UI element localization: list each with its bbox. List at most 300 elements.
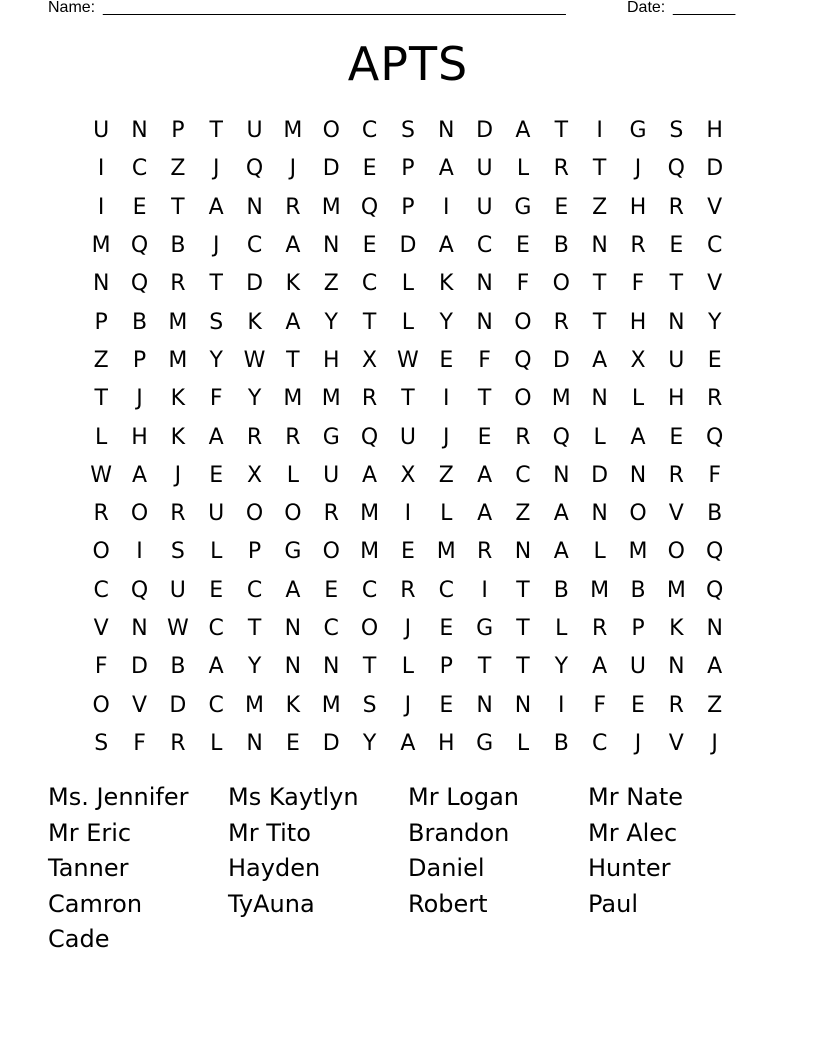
grid-cell: P xyxy=(439,654,453,680)
grid-cell: P xyxy=(94,309,108,335)
page-title: APTS xyxy=(347,37,469,91)
grid-cell: D xyxy=(476,118,494,144)
grid-cell: N xyxy=(323,233,340,259)
grid-cell: L xyxy=(401,309,415,335)
grid-cell: Y xyxy=(439,309,453,335)
grid-cell: J xyxy=(136,386,143,412)
grid-cell: N xyxy=(668,309,685,335)
grid-cell: W xyxy=(90,462,113,488)
grid-cell: M xyxy=(283,386,303,412)
grid-cell: R xyxy=(285,424,301,450)
grid-cell: N xyxy=(323,654,340,680)
grid-cell: P xyxy=(401,156,415,182)
grid-cell: R xyxy=(285,194,301,220)
grid-cell: T xyxy=(171,194,185,220)
grid-cell: T xyxy=(516,577,530,603)
grid-cell: T xyxy=(516,654,530,680)
grid-cell: O xyxy=(130,501,149,527)
grid-cell: W xyxy=(397,347,419,373)
word-list-item: Daniel xyxy=(408,854,485,883)
grid-cell: R xyxy=(668,462,684,488)
grid-cell: A xyxy=(592,654,608,680)
grid-cell: E xyxy=(439,616,454,641)
grid-cell: D xyxy=(591,462,609,488)
grid-row xyxy=(82,265,734,303)
grid-cell: H xyxy=(706,118,723,144)
grid-cell: P xyxy=(132,347,147,373)
grid-cell: N xyxy=(514,692,532,718)
grid-cell: D xyxy=(322,730,340,756)
grid-cell: M xyxy=(360,539,380,565)
grid-cell: C xyxy=(361,271,378,297)
grid-cell: I xyxy=(97,194,105,220)
grid-row xyxy=(82,303,734,341)
grid-cell: R xyxy=(553,309,569,335)
grid-cell: L xyxy=(286,462,300,488)
grid-cell: F xyxy=(516,271,530,297)
grid-cell: K xyxy=(170,386,186,412)
grid-cell: N xyxy=(706,616,723,641)
grid-cell: O xyxy=(322,539,340,565)
grid-cell: Q xyxy=(706,424,724,450)
grid-cell: L xyxy=(555,616,568,641)
grid-cell: M xyxy=(168,347,188,373)
grid-cell: G xyxy=(629,118,647,144)
word-list-item: Camron xyxy=(48,889,143,918)
grid-cell: H xyxy=(668,386,685,412)
grid-cell: M xyxy=(168,309,188,335)
grid-cell: J xyxy=(634,730,642,756)
grid-cell: V xyxy=(131,692,148,718)
grid-cell: E xyxy=(554,194,569,220)
grid-cell: H xyxy=(322,347,340,373)
grid-cell: O xyxy=(92,539,110,565)
grid-cell: R xyxy=(93,501,109,527)
grid-cell: N xyxy=(591,501,608,527)
grid-cell: B xyxy=(553,233,569,259)
word-list-item: Robert xyxy=(408,889,488,918)
grid-cell: U xyxy=(323,462,340,488)
grid-cell: V xyxy=(707,194,723,220)
word-list-item: Cade xyxy=(48,925,110,954)
grid-cell: O xyxy=(629,501,647,527)
grid-cell: B xyxy=(553,730,569,756)
grid-cell: N xyxy=(591,233,608,259)
grid-cell: N xyxy=(514,539,532,565)
grid-cell: M xyxy=(628,539,648,565)
grid-cell: O xyxy=(322,118,340,144)
grid-cell: A xyxy=(707,654,723,680)
grid-cell: M xyxy=(436,539,456,565)
grid-cell: C xyxy=(246,233,263,259)
grid-cell: P xyxy=(631,616,645,641)
word-list-item: Mr Alec xyxy=(588,818,678,847)
grid-cell: L xyxy=(95,424,108,450)
grid-cell: Y xyxy=(247,654,262,680)
grid-cell: L xyxy=(631,386,645,412)
word-list-item: Hunter xyxy=(588,854,671,883)
grid-cell: M xyxy=(590,577,610,603)
grid-cell: J xyxy=(404,616,412,641)
name-blank: ____________________________________________________ xyxy=(103,0,566,16)
grid-cell: A xyxy=(553,539,569,565)
grid-cell: I xyxy=(481,577,488,603)
grid-cell: J xyxy=(443,424,450,450)
grid-cell: K xyxy=(439,271,454,297)
grid-cell: F xyxy=(478,347,491,373)
word-list-item: Ms Kaytlyn xyxy=(228,783,359,811)
grid-cell: L xyxy=(210,730,223,756)
date-label: Date: xyxy=(627,0,666,16)
grid-cell: E xyxy=(362,156,377,182)
grid-cell: C xyxy=(361,577,378,603)
grid-cell: U xyxy=(169,577,186,603)
grid-cell: V xyxy=(668,501,684,527)
grid-cell: A xyxy=(285,577,301,603)
grid-cell: J xyxy=(174,462,182,488)
grid-cell: N xyxy=(476,692,493,718)
word-list-item: Mr Nate xyxy=(588,783,684,811)
grid-cell: I xyxy=(558,692,565,718)
grid-cell: L xyxy=(210,539,223,565)
grid-cell: S xyxy=(400,118,415,144)
grid-cell: N xyxy=(668,654,685,680)
grid-cell: T xyxy=(362,309,377,335)
grid-cell: N xyxy=(246,194,263,220)
grid-cell: Z xyxy=(707,692,723,718)
grid-cell: D xyxy=(706,156,724,182)
grid-cell: G xyxy=(514,194,532,220)
grid-cell: R xyxy=(476,539,493,565)
grid-cell: H xyxy=(629,309,647,335)
grid-cell: Y xyxy=(247,386,262,412)
grid-cell: T xyxy=(286,347,300,373)
grid-cell: B xyxy=(170,233,186,259)
grid-cell: A xyxy=(438,156,454,182)
grid-cell: N xyxy=(131,616,148,641)
grid-cell: C xyxy=(246,577,263,603)
grid-cell: R xyxy=(170,271,186,297)
grid-cell: Z xyxy=(323,271,339,297)
grid-cell: L xyxy=(593,539,606,565)
grid-cell: S xyxy=(94,730,109,756)
letter-grid xyxy=(82,112,734,763)
grid-cell: A xyxy=(515,118,531,144)
word-list-item: Mr Eric xyxy=(48,818,132,847)
grid-cell: L xyxy=(401,271,415,297)
grid-cell: U xyxy=(629,654,647,680)
grid-cell: N xyxy=(284,616,302,641)
grid-cell: A xyxy=(438,233,454,259)
grid-cell: L xyxy=(516,730,530,756)
grid-cell: L xyxy=(401,654,415,680)
grid-cell: A xyxy=(208,654,224,680)
grid-cell: U xyxy=(668,347,685,373)
grid-cell: M xyxy=(666,577,686,603)
grid-cell: P xyxy=(247,539,262,565)
header-line xyxy=(48,0,748,18)
grid-cell: V xyxy=(668,730,684,756)
grid-cell: T xyxy=(592,309,607,335)
grid-cell: R xyxy=(707,386,723,412)
date-blank: _______ xyxy=(673,0,736,16)
grid-cell: G xyxy=(284,539,302,565)
grid-cell: N xyxy=(284,654,302,680)
grid-cell: E xyxy=(324,577,339,603)
grid-cell: K xyxy=(170,424,186,450)
grid-cell: T xyxy=(94,386,108,412)
grid-cell: I xyxy=(596,118,603,144)
grid-row xyxy=(82,457,734,495)
grid-cell: O xyxy=(552,271,570,297)
grid-cell: C xyxy=(131,156,148,182)
grid-row xyxy=(82,648,734,686)
grid-cell: D xyxy=(399,233,417,259)
grid-cell: A xyxy=(630,424,646,450)
grid-cell: M xyxy=(245,692,265,718)
grid-cell: E xyxy=(362,233,377,259)
grid-cell: C xyxy=(706,233,723,259)
grid-cell: C xyxy=(476,233,493,259)
grid-cell: O xyxy=(514,309,532,335)
word-list-item: Ms. Jennifer xyxy=(48,783,189,811)
word-list-item: Mr Logan xyxy=(408,783,519,811)
grid-cell: Z xyxy=(592,194,608,220)
grid-cell: U xyxy=(93,118,110,144)
grid-cell: R xyxy=(361,386,378,412)
grid-cell: J xyxy=(634,156,642,182)
grid-cell: M xyxy=(321,194,341,220)
grid-cell: J xyxy=(711,730,718,756)
grid-cell: R xyxy=(668,692,684,718)
grid-cell: A xyxy=(208,424,224,450)
grid-cell: T xyxy=(669,271,684,297)
grid-cell: W xyxy=(243,347,266,373)
grid-cell: T xyxy=(516,616,530,641)
grid-cell: M xyxy=(91,233,111,259)
grid-cell: E xyxy=(285,730,300,756)
grid-cell: G xyxy=(476,616,494,641)
grid-cell: M xyxy=(360,501,380,527)
grid-row xyxy=(82,533,734,571)
grid-row xyxy=(82,495,734,533)
grid-cell: C xyxy=(438,577,454,603)
grid-cell: E xyxy=(400,539,415,565)
grid-cell: Q xyxy=(245,156,264,182)
grid-cell: L xyxy=(593,424,606,450)
name-label: Name: xyxy=(48,0,96,16)
grid-cell: E xyxy=(209,577,224,603)
grid-cell: H xyxy=(131,424,148,450)
grid-cell: X xyxy=(362,347,378,373)
grid-cell: I xyxy=(443,386,450,412)
word-list-item: TyAuna xyxy=(228,889,315,918)
grid-cell: A xyxy=(285,309,301,335)
grid-cell: K xyxy=(285,692,301,718)
grid-cell: N xyxy=(92,271,110,297)
grid-cell: Q xyxy=(360,424,379,450)
grid-cell: S xyxy=(209,309,224,335)
grid-row xyxy=(82,112,734,150)
grid-cell: A xyxy=(208,194,224,220)
grid-cell: W xyxy=(166,616,189,641)
grid-cell: G xyxy=(322,424,340,450)
grid-cell: N xyxy=(629,462,647,488)
grid-cell: C xyxy=(591,730,608,756)
grid-cell: T xyxy=(247,616,262,641)
grid-cell: E xyxy=(516,233,530,259)
grid-cell: M xyxy=(283,118,303,144)
grid-cell: E xyxy=(707,347,722,373)
grid-cell: F xyxy=(209,386,223,412)
grid-cell: R xyxy=(400,577,416,603)
grid-cell: S xyxy=(170,539,185,565)
grid-cell: J xyxy=(289,156,297,182)
grid-cell: Y xyxy=(707,309,722,335)
grid-cell: O xyxy=(92,692,110,718)
grid-cell: Q xyxy=(667,156,685,182)
grid-row xyxy=(82,418,734,456)
grid-row xyxy=(82,686,734,724)
grid-cell: U xyxy=(208,501,225,527)
grid-row xyxy=(82,189,734,227)
grid-cell: X xyxy=(400,462,416,488)
grid-cell: T xyxy=(401,386,415,412)
grid-cell: L xyxy=(516,156,530,182)
grid-cell: Q xyxy=(130,271,149,297)
grid-cell: T xyxy=(477,386,492,412)
grid-cell: U xyxy=(399,424,416,450)
grid-cell: Q xyxy=(130,577,149,603)
grid-cell: Q xyxy=(514,347,532,373)
grid-cell: N xyxy=(476,309,493,335)
grid-cell: E xyxy=(669,424,684,450)
grid-cell: R xyxy=(591,616,608,641)
grid-cell: Y xyxy=(324,309,338,335)
grid-cell: B xyxy=(630,577,646,603)
grid-cell: A xyxy=(131,462,148,488)
grid-cell: A xyxy=(362,462,378,488)
grid-cell: X xyxy=(247,462,263,488)
grid-cell: A xyxy=(477,501,493,527)
grid-cell: E xyxy=(477,424,492,450)
grid-cell: M xyxy=(321,692,341,718)
grid-cell: J xyxy=(212,233,220,259)
grid-cell: R xyxy=(246,424,263,450)
grid-row xyxy=(82,380,734,418)
grid-cell: Y xyxy=(209,347,223,373)
grid-row xyxy=(82,610,734,648)
grid-cell: U xyxy=(476,194,493,220)
grid-cell: Q xyxy=(706,577,724,603)
grid-cell: Q xyxy=(706,539,724,565)
grid-cell: A xyxy=(400,730,416,756)
grid-cell: A xyxy=(477,462,493,488)
grid-cell: U xyxy=(246,118,263,144)
grid-cell: Q xyxy=(360,194,379,220)
grid-cell: A xyxy=(592,347,608,373)
grid-cell: R xyxy=(170,730,186,756)
grid-cell: T xyxy=(362,654,377,680)
grid-cell: H xyxy=(629,194,647,220)
grid-cell: J xyxy=(404,692,412,718)
grid-cell: F xyxy=(631,271,645,297)
grid-cell: Q xyxy=(552,424,570,450)
grid-cell: U xyxy=(476,156,493,182)
grid-cell: Y xyxy=(554,654,569,680)
grid-cell: C xyxy=(361,118,378,144)
grid-cell: B xyxy=(131,309,148,335)
grid-cell: B xyxy=(553,577,569,603)
grid-cell: C xyxy=(515,462,531,488)
word-list xyxy=(48,780,768,958)
grid-cell: R xyxy=(515,424,531,450)
grid-cell: D xyxy=(552,347,570,373)
word-list-item: Brandon xyxy=(408,818,510,847)
grid-row xyxy=(82,150,734,188)
grid-cell: N xyxy=(246,730,263,756)
grid-cell: Z xyxy=(93,347,109,373)
grid-cell: E xyxy=(439,347,454,373)
grid-cell: R xyxy=(170,501,186,527)
grid-cell: X xyxy=(630,347,646,373)
grid-cell: C xyxy=(93,577,109,603)
grid-cell: C xyxy=(323,616,339,641)
grid-cell: G xyxy=(476,730,494,756)
grid-cell: I xyxy=(136,539,143,565)
grid-cell: T xyxy=(554,118,569,144)
word-list-item: Mr Tito xyxy=(228,818,311,847)
grid-cell: T xyxy=(209,118,223,144)
grid-cell: K xyxy=(285,271,301,297)
grid-row xyxy=(82,572,734,610)
grid-cell: N xyxy=(476,271,493,297)
grid-cell: R xyxy=(668,194,684,220)
grid-cell: A xyxy=(285,233,301,259)
grid-cell: O xyxy=(245,501,264,527)
grid-cell: L xyxy=(440,501,453,527)
grid-cell: F xyxy=(133,730,146,756)
grid-cell: T xyxy=(592,271,607,297)
grid-cell: Q xyxy=(130,233,149,259)
grid-cell: R xyxy=(630,233,646,259)
grid-cell: J xyxy=(212,156,220,182)
grid-cell: P xyxy=(171,118,185,144)
grid-cell: T xyxy=(477,654,492,680)
grid-cell: E xyxy=(631,692,645,718)
word-list-item: Hayden xyxy=(228,854,321,883)
grid-cell: N xyxy=(438,118,455,144)
grid-cell: S xyxy=(669,118,684,144)
grid-cell: O xyxy=(514,386,532,412)
grid-row xyxy=(82,342,734,380)
grid-cell: V xyxy=(93,616,109,641)
grid-cell: O xyxy=(284,501,302,527)
grid-cell: O xyxy=(667,539,685,565)
grid-cell: S xyxy=(362,692,377,718)
grid-cell: Z xyxy=(515,501,531,527)
grid-cell: N xyxy=(591,386,608,412)
grid-cell: I xyxy=(443,194,450,220)
grid-cell: I xyxy=(97,156,105,182)
grid-cell: B xyxy=(707,501,723,527)
grid-cell: B xyxy=(170,654,186,680)
grid-cell: I xyxy=(404,501,412,527)
grid-cell: D xyxy=(169,692,187,718)
grid-cell: A xyxy=(553,501,569,527)
grid-cell: T xyxy=(592,156,607,182)
grid-cell: F xyxy=(94,654,108,680)
